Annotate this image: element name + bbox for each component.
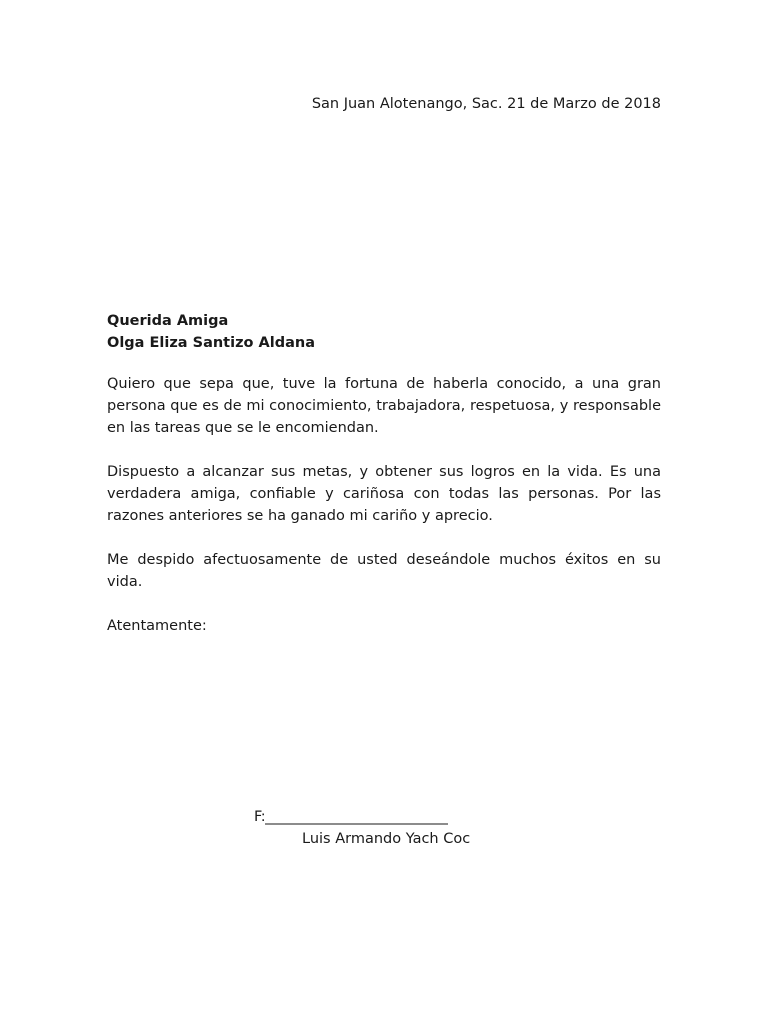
signer-name: Luis Armando Yach Coc (302, 831, 471, 847)
date-line: San Juan Alotenango, Sac. 21 de Marzo de 2018 (311, 96, 661, 112)
greeting-block (107, 310, 315, 354)
letter-body (107, 373, 661, 659)
closing: Atentamente: (107, 618, 207, 634)
signature-line: F:___________________________ (254, 809, 448, 825)
salutation: Querida Amiga (107, 313, 229, 329)
paragraph-3: Me despido afectuosamente de usted deseándole muchos éxitos en su vida. (107, 552, 661, 590)
recipient-name: Olga Eliza Santizo Aldana (107, 335, 315, 351)
paragraph-2: Dispuesto a alcanzar sus metas, y obtener sus logros en la vida. Es una verdadera amiga, confiable y cariñosa con todas las personas. Por las razones anteriores se ha ganado mi cariño y aprecio. (107, 464, 661, 524)
paragraph-1: Quiero que sepa que, tuve la fortuna de haberla conocido, a una gran persona que es de mi conocimiento, trabajadora, respetuosa, y responsable en las tareas que se le encomiendan. (107, 376, 661, 436)
